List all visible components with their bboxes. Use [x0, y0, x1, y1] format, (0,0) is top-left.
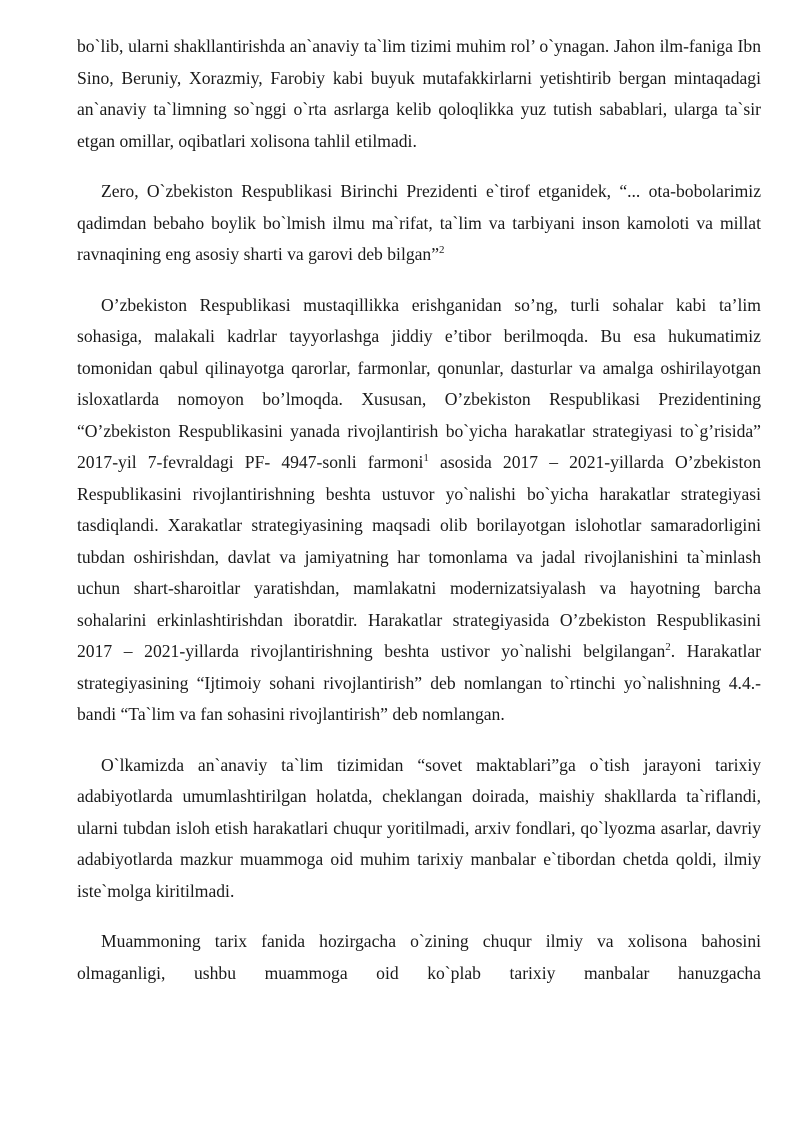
paragraph-1: [77, 31, 761, 157]
paragraph-text: bo`lib, ularni shakllantirishda an`anaviy ta`lim tizimi muhim rol’ o`ynagan. Jahon ilm-faniga Ibn Sino, Beruniy, Xorazmiy, Farobiy kabi buyuk mutafakkirlarni yetishtirib bergan mintaqadagi an`anaviy ta`limning so`nggi o`rta asrlarga kelib qoloqlikka yuz tutish sabablari, ularga ta`sir etgan omillar, oqibatlari xolisona tahlil etilmadi.: [77, 36, 761, 151]
footnote-ref[interactable]: 2: [665, 641, 671, 653]
paragraph-2: [77, 176, 761, 271]
paragraph-3: [77, 290, 761, 731]
footnote-ref[interactable]: 2: [439, 244, 445, 256]
footnote-ref[interactable]: 1: [423, 452, 429, 464]
paragraph-5: [77, 926, 761, 989]
paragraph-text: Muammoning tarix fanida hozirgacha o`zining chuqur ilmiy va xolisona bahosini olmaganligi, ushbu muammoga oid ko`plab tarixiy manbalar hanuzgacha: [77, 931, 761, 983]
body-text: [77, 31, 761, 989]
paragraph-text: . Harakatlar strategiyasining “Ijtimoiy sohani rivojlantirish” deb nomlangan to`rtinchi yo`nalishning 4.4.- bandi “Ta`lim va fan sohasini rivojlantirish” deb nomlangan.: [77, 641, 762, 724]
paragraph-text: asosida 2017 – 2021-yillarda O’zbekiston Respublikasini rivojlantirishning beshta ustuvor yo`nalishi bo`yicha harakatlar strategiyasi tasdiqlandi. Xarakatlar strategiyasining maqsadi olib borilayotgan islohotlar samaradorligini tubdan oshirishdan, davlat va jamiyatning har tomonlama va jadal rivojlanishini ta`minlash uchun shart-sharoitlar yaratishdan, mamlakatni modernizatsiyalash va hayotning barcha sohalarini erkinlashtirishdan iboratdir. Harakatlar strategiyasida O’zbekiston Respublikasini 2017 – 2021-yillarda rivojlantirishning beshta ustivor yo`nalishi belgilangan: [77, 452, 761, 661]
paragraph-4: [77, 750, 761, 908]
paragraph-text: O`lkamizda an`anaviy ta`lim tizimidan “sovet maktablari”ga o`tish jarayoni tarixiy adabiyotlarda umumlashtirilgan holatda, cheklangan doirada, maishiy shakllarda ta`riflandi, ularni tubdan isloh etish harakatlari chuqur yoritilmadi, arxiv fondlari, qo`lyozma asarlar, davriy adabiyotlarda mazkur muammoga oid muhim tarixiy manbalar e`tibordan chetda qoldi, ilmiy iste`molga kiritilmadi.: [77, 754, 761, 901]
paragraph-text: O’zbekiston Respublikasi mustaqillikka erishganidan so’ng, turli sohalar kabi ta’lim sohasiga, malakali kadrlar tayyorlashga jiddiy e’tibor berilmoqda. Bu esa hukumatimiz tomonidan qabul qilinayotga qarorlar, farmonlar, qonunlar, dasturlar va amalga oshirilayotgan isloxatlarda nomoyon bo’lmoqda. Xususan, O’zbekiston Respublikasi Prezidentining “O’zbekiston Respublikasini yanada rivojlantirish bo`yicha harakatlar strategiyasi to`g’risida” 2017-yil 7-fevraldagi PF- 4947-sonli farmoni: [77, 294, 761, 472]
paragraph-text: Zero, O`zbekiston Respublikasi Birinchi Prezidenti e`tirof etganidek, “... ota-bobolarimiz qadimdan bebaho boylik bo`lmish ilmu ma`rifat, ta`lim va tarbiyani inson kamoloti va millat ravnaqining eng asosiy sharti va garovi deb bilgan”: [77, 181, 761, 264]
